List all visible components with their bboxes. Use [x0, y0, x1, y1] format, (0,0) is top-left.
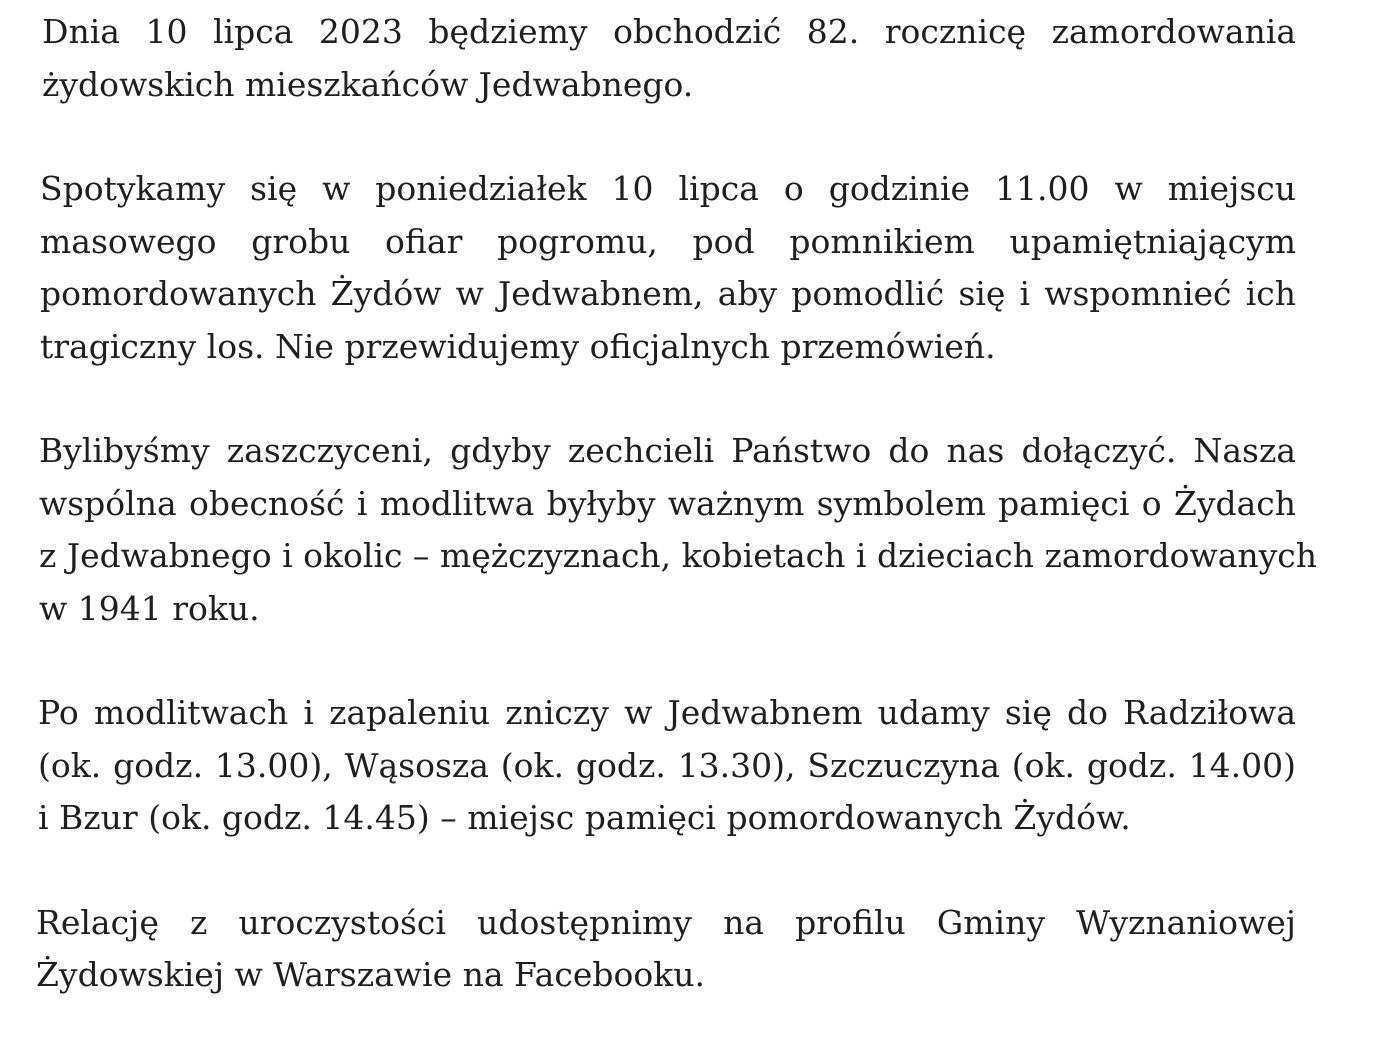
text-line: masowego grobu ofiar pogromu, pod pomnikiem upamiętniającym: [40, 221, 1296, 261]
text-line: i Bzur (ok. godz. 14.45) – miejsc pamięci pomordowanych Żydów.: [38, 798, 1131, 837]
text-line: wspólna obecność i modlitwa byłyby ważnym symbolem pamięci o Żydach: [39, 483, 1296, 523]
text-line: w 1941 roku.: [39, 588, 260, 628]
document-page: [36, 6, 1318, 1054]
text-line: żydowskich mieszkańców Jedwabnego.: [42, 64, 694, 104]
text-line: (ok. godz. 13.00), Wąsosza (ok. godz. 13.30), Szczuczyna (ok. godz. 14.00): [38, 745, 1296, 785]
text-line: tragiczny los. Nie przewidujemy oficjalnych przemówień.: [40, 326, 996, 366]
paragraph-meeting: [40, 163, 1296, 373]
text-line: Dnia 10 lipca 2023 będziemy obchodzić 82. rocznicę zamordowania: [42, 12, 1296, 51]
text-line: Bylibyśmy zaszczyceni, gdyby zechcieli Państwo do nas dołączyć. Nasza: [39, 431, 1296, 470]
paragraph-schedule: [38, 687, 1296, 845]
paragraph-anniversary: [42, 6, 1296, 111]
text-line: z Jedwabnego i okolic – mężczyznach, kobietach i dzieciach zamordowanych: [39, 536, 1318, 575]
paragraph-invitation: [39, 425, 1318, 635]
text-line: Relację z uroczystości udostępnimy na profilu Gminy Wyznaniowej: [36, 902, 1296, 942]
paragraph-report: [36, 897, 1296, 1002]
text-line: Żydowskiej w Warszawie na Facebooku.: [36, 955, 705, 994]
text-line: pomordowanych Żydów w Jedwabnem, aby pomodlić się i wspomnieć ich: [40, 274, 1296, 313]
text-line: Spotykamy się w poniedziałek 10 lipca o godzinie 11.00 w miejscu: [40, 169, 1296, 208]
text-line: Po modlitwach i zapaleniu zniczy w Jedwabnem udamy się do Radziłowa: [38, 693, 1296, 732]
